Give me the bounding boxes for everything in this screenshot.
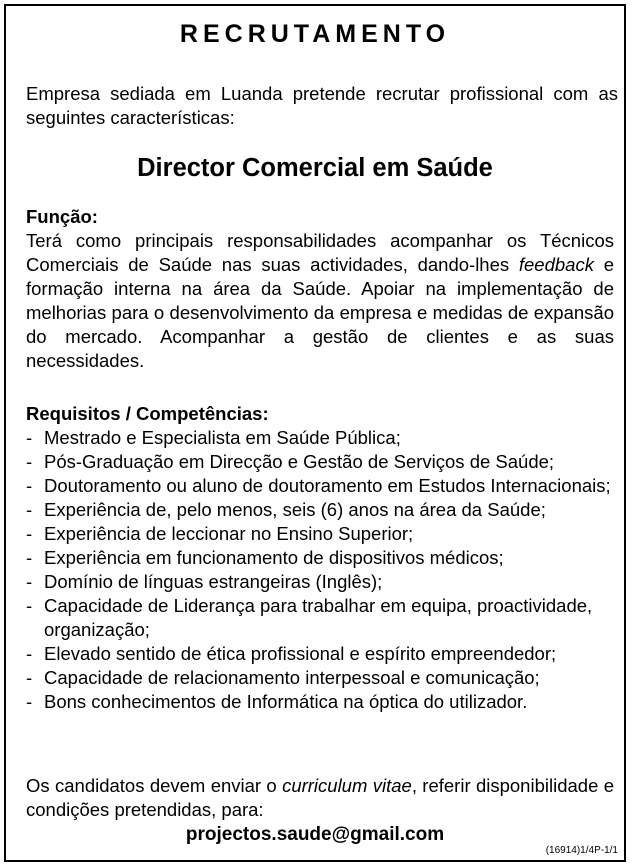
closing-text xyxy=(26,774,614,822)
function-text-italic: feedback xyxy=(518,254,594,275)
list-item-text: Mestrado e Especialista em Saúde Pública; xyxy=(44,427,401,448)
list-item-text: Doutoramento ou aluno de doutoramento em Estudos Internacionais; xyxy=(44,475,611,496)
bullet-dash: - xyxy=(26,547,33,568)
list-item xyxy=(26,522,614,546)
closing-text-end: , referir disponibilidade e condições pretendidas, para: xyxy=(26,775,614,820)
list-item xyxy=(26,642,614,666)
list-item-text: Experiência de leccionar no Ensino Superior; xyxy=(44,523,414,544)
bullet-dash: - xyxy=(26,451,33,472)
bullet-dash: - xyxy=(26,595,33,616)
bullet-dash: - xyxy=(26,643,33,664)
closing-text-italic: curriculum vitae xyxy=(282,775,412,796)
closing-text-start: Os candidatos devem enviar o xyxy=(26,775,283,796)
list-item xyxy=(26,450,614,474)
list-item-text: Pós-Graduação em Direcção e Gestão de Serviços de Saúde; xyxy=(44,451,555,472)
list-item-text: Domínio de línguas estrangeiras (Inglês); xyxy=(44,571,383,592)
list-item xyxy=(26,690,614,714)
list-item xyxy=(26,546,614,570)
list-item-text: Experiência em funcionamento de dispositivos médicos; xyxy=(44,547,504,568)
list-item xyxy=(26,474,614,498)
list-item-text: Experiência de, pelo menos, seis (6) anos na área da Saúde; xyxy=(44,499,546,520)
function-text-start: Terá como principais responsabilidades acompanhar os Técnicos Comerciais de Saúde nas suas actividades, dando-lhes xyxy=(26,230,614,275)
function-heading: Função: xyxy=(26,206,98,227)
bullet-dash: - xyxy=(26,571,33,592)
function-description xyxy=(26,229,614,373)
function-text-end: e formação interna na área da Saúde. Apoiar na implementação de melhorias para o desenvolvimento da empresa e medidas de expansão do mercado. Acompanhar a gestão de clientes e as suas necessidades. xyxy=(26,254,614,371)
bullet-dash: - xyxy=(26,691,33,712)
function-section xyxy=(26,205,614,373)
requirements-heading: Requisitos / Competências: xyxy=(26,403,269,424)
list-item xyxy=(26,426,614,450)
ad-title: RECRUTAMENTO xyxy=(179,20,451,48)
list-item xyxy=(26,594,614,642)
bullet-dash: - xyxy=(26,475,33,496)
list-item xyxy=(26,498,614,522)
list-item-text: Elevado sentido de ética profissional e espírito empreendedor; xyxy=(44,643,557,664)
bullet-dash: - xyxy=(26,499,33,520)
list-item-text: Bons conhecimentos de Informática na óptica do utilizador. xyxy=(44,691,528,712)
list-item xyxy=(26,570,614,594)
bullet-dash: - xyxy=(26,667,33,688)
bullet-dash: - xyxy=(26,427,33,448)
recruitment-ad xyxy=(4,4,626,862)
list-item xyxy=(26,666,614,690)
position-title: Director Comercial em Saúde xyxy=(137,154,493,182)
bullet-dash: - xyxy=(26,523,33,544)
ad-reference-code: (16914)1/4P-1/1 xyxy=(545,845,618,856)
requirements-section xyxy=(26,402,614,714)
list-item-text: Capacidade de Liderança para trabalhar em equipa, proactividade, organização; xyxy=(44,595,593,640)
contact-email[interactable]: projectos.saude@gmail.com xyxy=(185,824,445,845)
intro-text: Empresa sediada em Luanda pretende recrutar profissional com as seguintes características: xyxy=(26,83,618,128)
list-item-text: Capacidade de relacionamento interpessoal e comunicação; xyxy=(44,667,540,688)
requirements-list xyxy=(26,426,614,714)
